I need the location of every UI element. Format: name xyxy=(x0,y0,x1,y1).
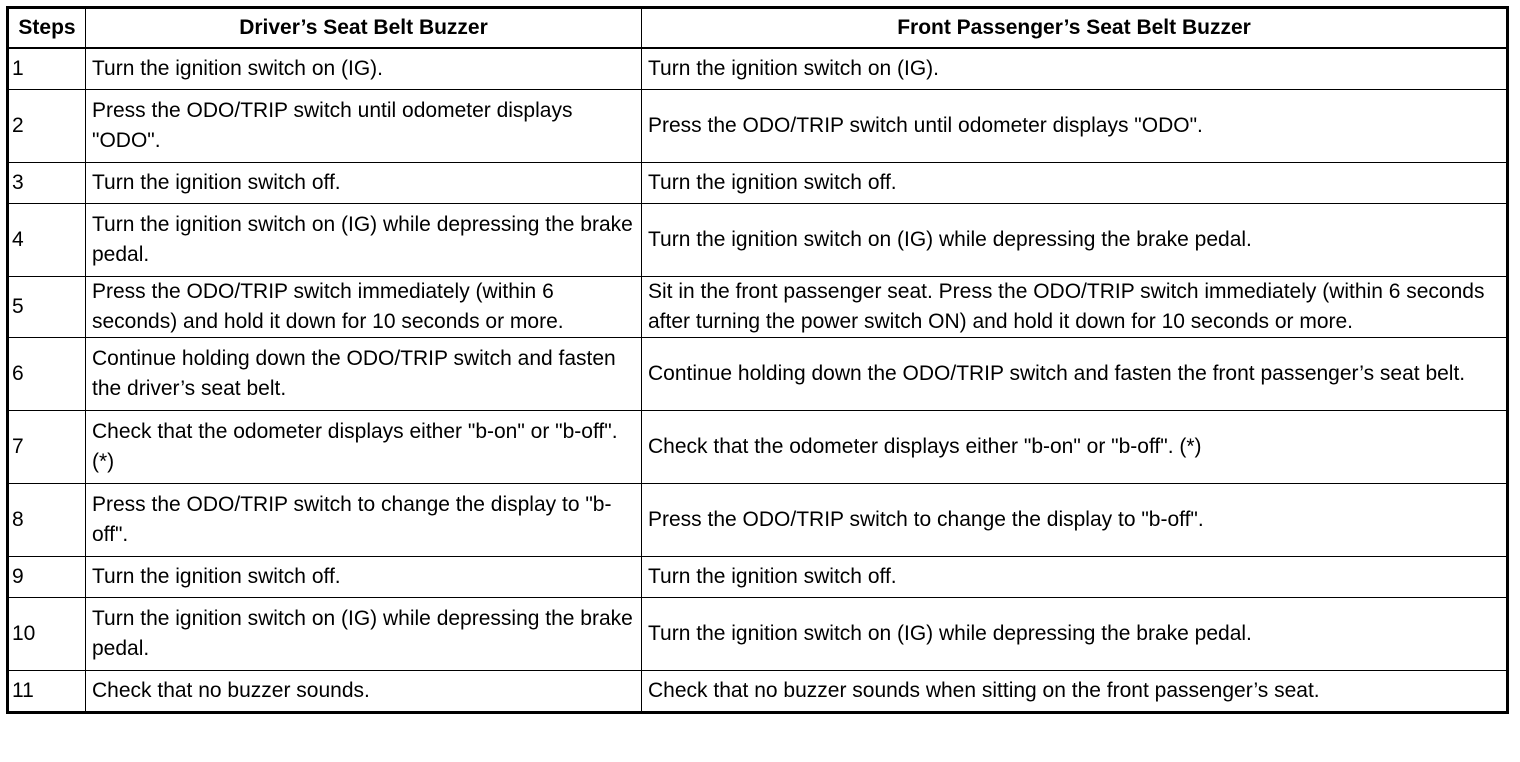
table-row xyxy=(8,204,1508,277)
step-number: 8 xyxy=(8,484,86,557)
driver-step-text: Turn the ignition switch on (IG) while depressing the brake pedal. xyxy=(86,598,642,671)
passenger-step-text: Check that no buzzer sounds when sitting on the front passenger’s seat. xyxy=(642,671,1508,713)
driver-step-text: Continue holding down the ODO/TRIP switch and fasten the driver’s seat belt. xyxy=(86,338,642,411)
driver-step-text: Turn the ignition switch on (IG) while depressing the brake pedal. xyxy=(86,204,642,277)
passenger-step-text: Turn the ignition switch off. xyxy=(642,557,1508,598)
driver-step-text: Check that the odometer displays either "b-on" or "b-off". (*) xyxy=(86,411,642,484)
passenger-step-text: Turn the ignition switch on (IG). xyxy=(642,48,1508,90)
table-row xyxy=(8,411,1508,484)
step-number: 6 xyxy=(8,338,86,411)
table-row xyxy=(8,163,1508,204)
driver-step-text: Check that no buzzer sounds. xyxy=(86,671,642,713)
passenger-step-text: Sit in the front passenger seat. Press the ODO/TRIP switch immediately (within 6 seconds after turning the power switch ON) and hold it down for 10 seconds or more. xyxy=(642,277,1508,338)
driver-step-text: Press the ODO/TRIP switch immediately (within 6 seconds) and hold it down for 10 seconds or more. xyxy=(86,277,642,338)
step-number: 3 xyxy=(8,163,86,204)
header-steps: Steps xyxy=(8,8,86,49)
step-number: 9 xyxy=(8,557,86,598)
table-row xyxy=(8,338,1508,411)
step-number: 2 xyxy=(8,90,86,163)
table-row xyxy=(8,598,1508,671)
passenger-step-text: Turn the ignition switch on (IG) while depressing the brake pedal. xyxy=(642,598,1508,671)
table-row xyxy=(8,48,1508,90)
table-row xyxy=(8,277,1508,338)
step-number: 5 xyxy=(8,277,86,338)
driver-step-text: Turn the ignition switch off. xyxy=(86,557,642,598)
table-row xyxy=(8,557,1508,598)
header-driver-seat-belt-buzzer: Driver’s Seat Belt Buzzer xyxy=(86,8,642,49)
passenger-step-text: Continue holding down the ODO/TRIP switch and fasten the front passenger’s seat belt. xyxy=(642,338,1508,411)
header-row xyxy=(8,8,1508,49)
step-number: 4 xyxy=(8,204,86,277)
step-number: 11 xyxy=(8,671,86,713)
passenger-step-text: Press the ODO/TRIP switch until odometer displays "ODO". xyxy=(642,90,1508,163)
step-number: 7 xyxy=(8,411,86,484)
passenger-step-text: Press the ODO/TRIP switch to change the display to "b-off". xyxy=(642,484,1508,557)
driver-step-text: Turn the ignition switch on (IG). xyxy=(86,48,642,90)
step-number: 1 xyxy=(8,48,86,90)
passenger-step-text: Check that the odometer displays either "b-on" or "b-off". (*) xyxy=(642,411,1508,484)
driver-step-text: Turn the ignition switch off. xyxy=(86,163,642,204)
header-front-passenger-seat-belt-buzzer: Front Passenger’s Seat Belt Buzzer xyxy=(642,8,1508,49)
driver-step-text: Press the ODO/TRIP switch to change the display to "b-off". xyxy=(86,484,642,557)
passenger-step-text: Turn the ignition switch off. xyxy=(642,163,1508,204)
table-row xyxy=(8,671,1508,713)
seat-belt-buzzer-steps-table xyxy=(6,6,1509,714)
table-row xyxy=(8,484,1508,557)
driver-step-text: Press the ODO/TRIP switch until odometer displays "ODO". xyxy=(86,90,642,163)
passenger-step-text: Turn the ignition switch on (IG) while depressing the brake pedal. xyxy=(642,204,1508,277)
step-number: 10 xyxy=(8,598,86,671)
table-row xyxy=(8,90,1508,163)
